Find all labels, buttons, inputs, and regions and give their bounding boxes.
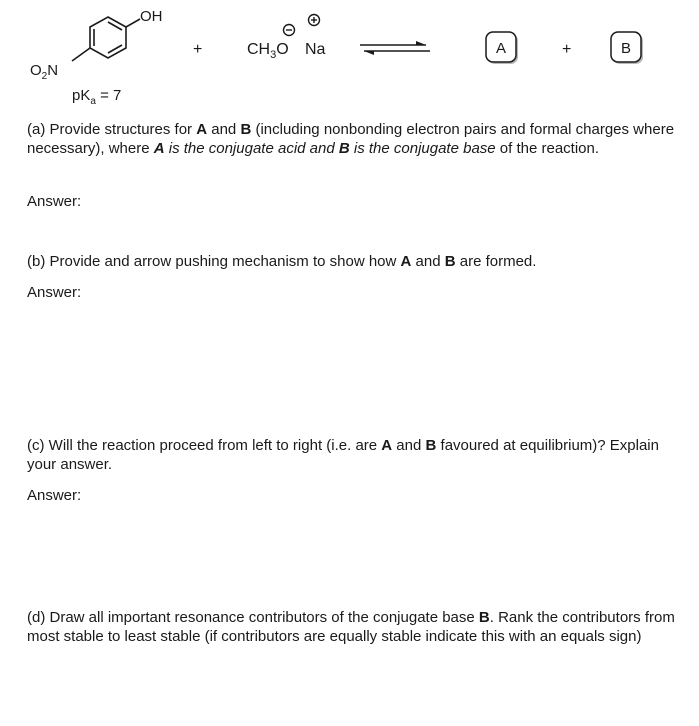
benzene-ring (72, 17, 140, 61)
pka-label: $pK_a = 7$ (72, 87, 122, 107)
plus-sign-1: + (193, 41, 203, 58)
hydroxyl-label: OH (140, 8, 163, 25)
question-a-text: (a) Provide structures for A and B (including nonbonding electron pairs and formal charges where necessary), where A is the conjugate acid and B is the conjugate base of the reaction. (27, 121, 675, 157)
question-b-text: (b) Provide and arrow pushing mechanism to show how A and B are formed. (27, 253, 537, 270)
methoxide-label: $CH_3O$ (247, 41, 289, 61)
plus-sign-2: + (562, 41, 572, 58)
answer-label-c: Answer: (27, 487, 82, 504)
question-c-text: (c) Will the reaction proceed from left to right (i.e. are A and B favoured at equilibrium)? Explain your answer. (27, 437, 659, 473)
negative-charge-icon (284, 25, 295, 36)
positive-charge-icon (309, 15, 320, 26)
reaction-scheme (0, 0, 699, 110)
answer-label-b: Answer: (27, 284, 82, 301)
nitro-label: $O_2N$ (30, 62, 59, 82)
equilibrium-arrow-icon (360, 41, 430, 55)
question-d-text: (d) Draw all important resonance contributors of the conjugate base B. Rank the contributors from most stable to least stable (if contributors are equally stable indicate this with an equals sign) (27, 609, 675, 645)
answer-label-a: Answer: (27, 193, 82, 210)
sodium-label: Na (305, 41, 326, 58)
product-b-label: B (620, 40, 632, 57)
product-a-label: A (495, 40, 507, 57)
